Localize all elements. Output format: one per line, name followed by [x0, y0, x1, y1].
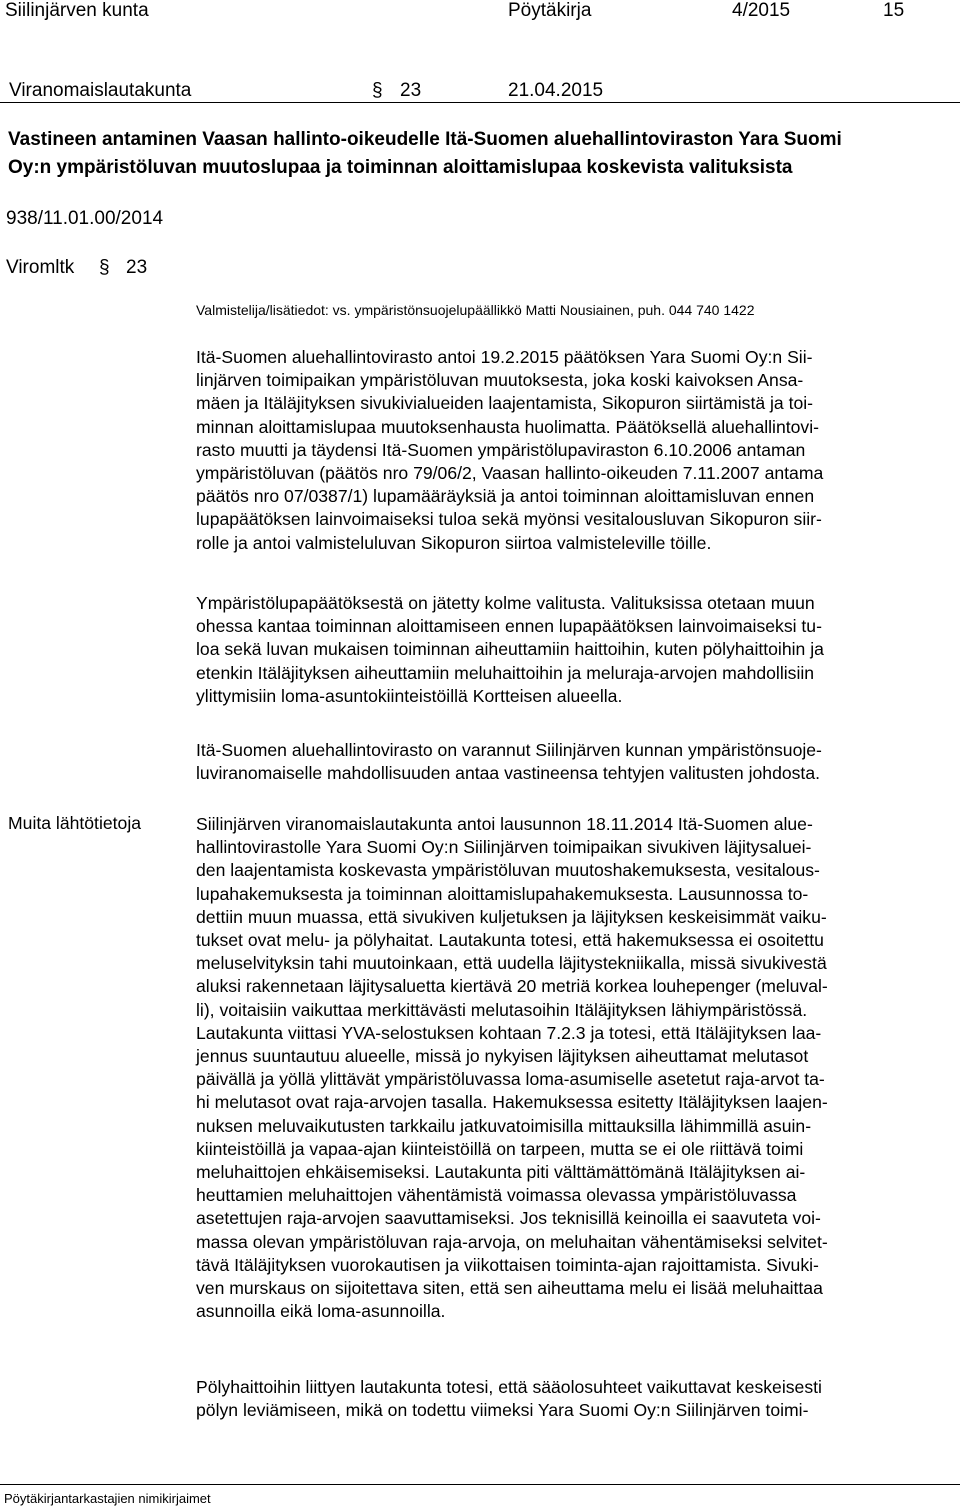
- text-line: Ympäristölupapäätöksestä on jätetty kolme valitusta. Valituksissa otetaan muun: [196, 593, 815, 613]
- matter-title-line: Vastineen antaminen Vaasan hallinto-oikeudelle Itä-Suomen aluehallintoviraston Yara Suomi: [8, 129, 842, 150]
- document-type: Pöytäkirja: [508, 0, 592, 21]
- text-line: jennus suuntautuu alueelle, missä jo nykyisen läjityksen aiheuttamat melutasot: [196, 1046, 809, 1067]
- text-line: tävä Itäläjityksen vuorokautisen ja viikottaisen toiminta-ajan rajoittamista. Sivuki-: [196, 1254, 819, 1275]
- text-line: ohessa kantaa toiminnan aloittamiseen ennen lupapäätöksen lainvoimaiseksi tu-: [196, 616, 822, 637]
- municipality-name: Siilinjärven kunta: [5, 0, 149, 21]
- side-paragraph: [196, 1376, 952, 1422]
- text-line: päätös nro 07/0387/1) lupamääräyksiä ja antoi toiminnan aloittamisluvan ennen: [196, 486, 815, 507]
- text-line: kiinteistöillä ja vapaa-ajan kiinteistöillä on tarpeen, mutta se ei ole riittävä toimi: [196, 1138, 804, 1159]
- matter-title: [8, 126, 842, 182]
- text-line: linjärven toimipaikan ympäristöluvan muutoksesta, joka koski kaivoksen Ansa-: [196, 370, 804, 391]
- text-line: Lautakunta viittasi YVA-selostuksen kohtaan 7.2.3 ja totesi, että Itäläjityksen laa-: [196, 1022, 822, 1043]
- text-line: loa sekä luvan mukaisen toiminnan aiheuttamiin haittoihin, kuten pölyhaittoihin ja: [196, 639, 824, 660]
- text-line: li), voitaisiin vaikuttaa merkittävästi melutasoihin Itäläjityksen lähiympäristössä.: [196, 999, 808, 1020]
- prior-reference: [6, 257, 206, 281]
- text-line: asetettujen raja-arvojen saavuttamiseksi. Jos teknisillä keinoilla ei saavuteta voi-: [196, 1208, 821, 1229]
- text-line: ympäristöluvan (päätös nro 79/06/2, Vaasan hallinto-oikeuden 7.11.2007 antama: [196, 463, 824, 484]
- text-line: tukset ovat melu- ja pölyhaitat. Lautakunta totesi, että hakemuksessa ei osoitettu: [196, 930, 824, 951]
- body-paragraph: [196, 346, 952, 555]
- text-line: hallintovirastolle Yara Suomi Oy:n Siilinjärven toimipaikan sivukiven läjitysaluei-: [196, 837, 812, 858]
- text-line: asunnoilla eikä loma-asunnoilla.: [196, 1301, 446, 1322]
- text-line: nuksen meluvaikutusten tarkkailu jatkuvatoimisilla mittauksilla lähimmillä asuin-: [196, 1115, 812, 1136]
- preparer-info: Valmistelija/lisätiedot: vs. ympäristönsuojelupäällikkö Matti Nousiainen, puh. 044 740 1422: [196, 302, 755, 318]
- page-header: [0, 0, 960, 24]
- side-label: Muita lähtötietoja: [8, 813, 142, 833]
- section-row: [0, 80, 960, 104]
- side-paragraph: [196, 813, 952, 1323]
- text-line: päivällä ja yöllä ylittävät ympäristöluvassa loma-asumiselle asetetut raja-arvot ta-: [196, 1069, 825, 1090]
- matter-title-line: Oy:n ympäristöluvan muutoslupaa ja toiminnan aloittamislupaa koskevista valituksista: [8, 157, 793, 178]
- prior-section-mark: §: [99, 257, 110, 278]
- text-line: etenkin Itäläjityksen aiheuttamiin meluhaittoihin ja meluraja-arvojen mahdollisiin: [196, 662, 815, 683]
- body-paragraph: [196, 592, 952, 708]
- text-line: den laajentamista koskevasta ympäristöluvan muutoshakemuksesta, vesitalous-: [196, 860, 820, 881]
- text-line: dettiin muun muassa, että sivukiven kuljetuksen ja läjityksen keskeisimmät vaiku-: [196, 906, 827, 927]
- text-line: minnan aloittamislupaa muutoksenhausta huolimatta. Päätöksellä aluehallintovi-: [196, 416, 819, 437]
- text-line: meluselvityksin tahi muutoinkaan, että uudella läjitystekniikalla, missä sivukivestä: [196, 953, 827, 974]
- text-line: massa olevan ympäristöluvan raja-arvoja, on meluhaitan vähentämiseksi selvitet-: [196, 1231, 828, 1252]
- text-line: Itä-Suomen aluehallintovirasto on varannut Siilinjärven kunnan ympäristönsuoje-: [196, 740, 822, 760]
- text-line: meluhaittojen ehkäisemiseksi. Lautakunta piti välttämättömänä Itäläjityksen ai-: [196, 1162, 806, 1183]
- text-line: luviranomaiselle mahdollisuuden antaa vastineensa tehtyjen valitusten johdosta.: [196, 763, 820, 784]
- footer-divider: [0, 1484, 960, 1485]
- meeting-date: 21.04.2015: [508, 80, 604, 101]
- section-mark: §: [372, 80, 383, 101]
- signature-label: Pöytäkirjantarkastajien nimikirjaimet: [4, 1491, 211, 1506]
- record-number: 938/11.01.00/2014: [6, 208, 164, 229]
- text-line: aluksi rakennetaan läjitysaluetta kiertävä 20 metriä korkea louhepenger (meluval-: [196, 976, 828, 997]
- body-paragraph: [196, 739, 952, 785]
- text-line: ylittymisiin loma-asuntokiinteistöillä Kortteisen alueella.: [196, 685, 623, 706]
- section-number: 23: [400, 80, 422, 101]
- text-line: Siilinjärven viranomaislautakunta antoi lausunnon 18.11.2014 Itä-Suomen alue-: [196, 814, 813, 834]
- text-line: lupahakemuksesta ja toiminnan aloittamislupahakemuksesta. Lausunnossa to-: [196, 883, 809, 904]
- text-line: lupapäätöksen lainvoimaiseksi tuloa sekä myönsi vesitalousluvan Sikopuron siir-: [196, 509, 822, 530]
- text-line: Pölyhaittoihin liittyen lautakunta totesi, että sääolosuhteet vaikuttavat keskeisesti: [196, 1377, 822, 1397]
- prior-label: Viromltk: [6, 257, 75, 278]
- text-line: hi melutasot ovat raja-arvojen tasalla. Hakemuksessa esitetty Itäläjityksen laajen-: [196, 1092, 828, 1113]
- header-divider: [0, 102, 960, 103]
- text-line: pölyn leviämiseen, mikä on todettu viimeksi Yara Suomi Oy:n Siilinjärven toimi-: [196, 1400, 809, 1421]
- text-line: Itä-Suomen aluehallintovirasto antoi 19.2.2015 päätöksen Yara Suomi Oy:n Sii-: [196, 347, 813, 367]
- text-line: ven murskaus on sijoitettava siten, että sen aiheuttama melu ei lisää meluhaittaa: [196, 1278, 823, 1299]
- text-line: mäen ja Itäläjityksen sivukivialueiden laajentamista, Sikopuron siirtämistä ja toi-: [196, 393, 814, 414]
- text-line: rasto muutti ja täydensi Itä-Suomen ympäristölupaviraston 6.10.2006 antaman: [196, 439, 806, 460]
- prior-section-number: 23: [126, 257, 148, 278]
- text-line: heuttamien meluhaittojen vähentämistä voimassa olevassa ympäristöluvassa: [196, 1185, 797, 1206]
- text-line: rolle ja antoi valmisteluluvan Sikopuron siirtoa valmisteleville töille.: [196, 532, 712, 553]
- document-number: 4/2015: [732, 0, 791, 21]
- page-number: 15: [883, 0, 905, 21]
- board-name: Viranomaislautakunta: [9, 80, 192, 101]
